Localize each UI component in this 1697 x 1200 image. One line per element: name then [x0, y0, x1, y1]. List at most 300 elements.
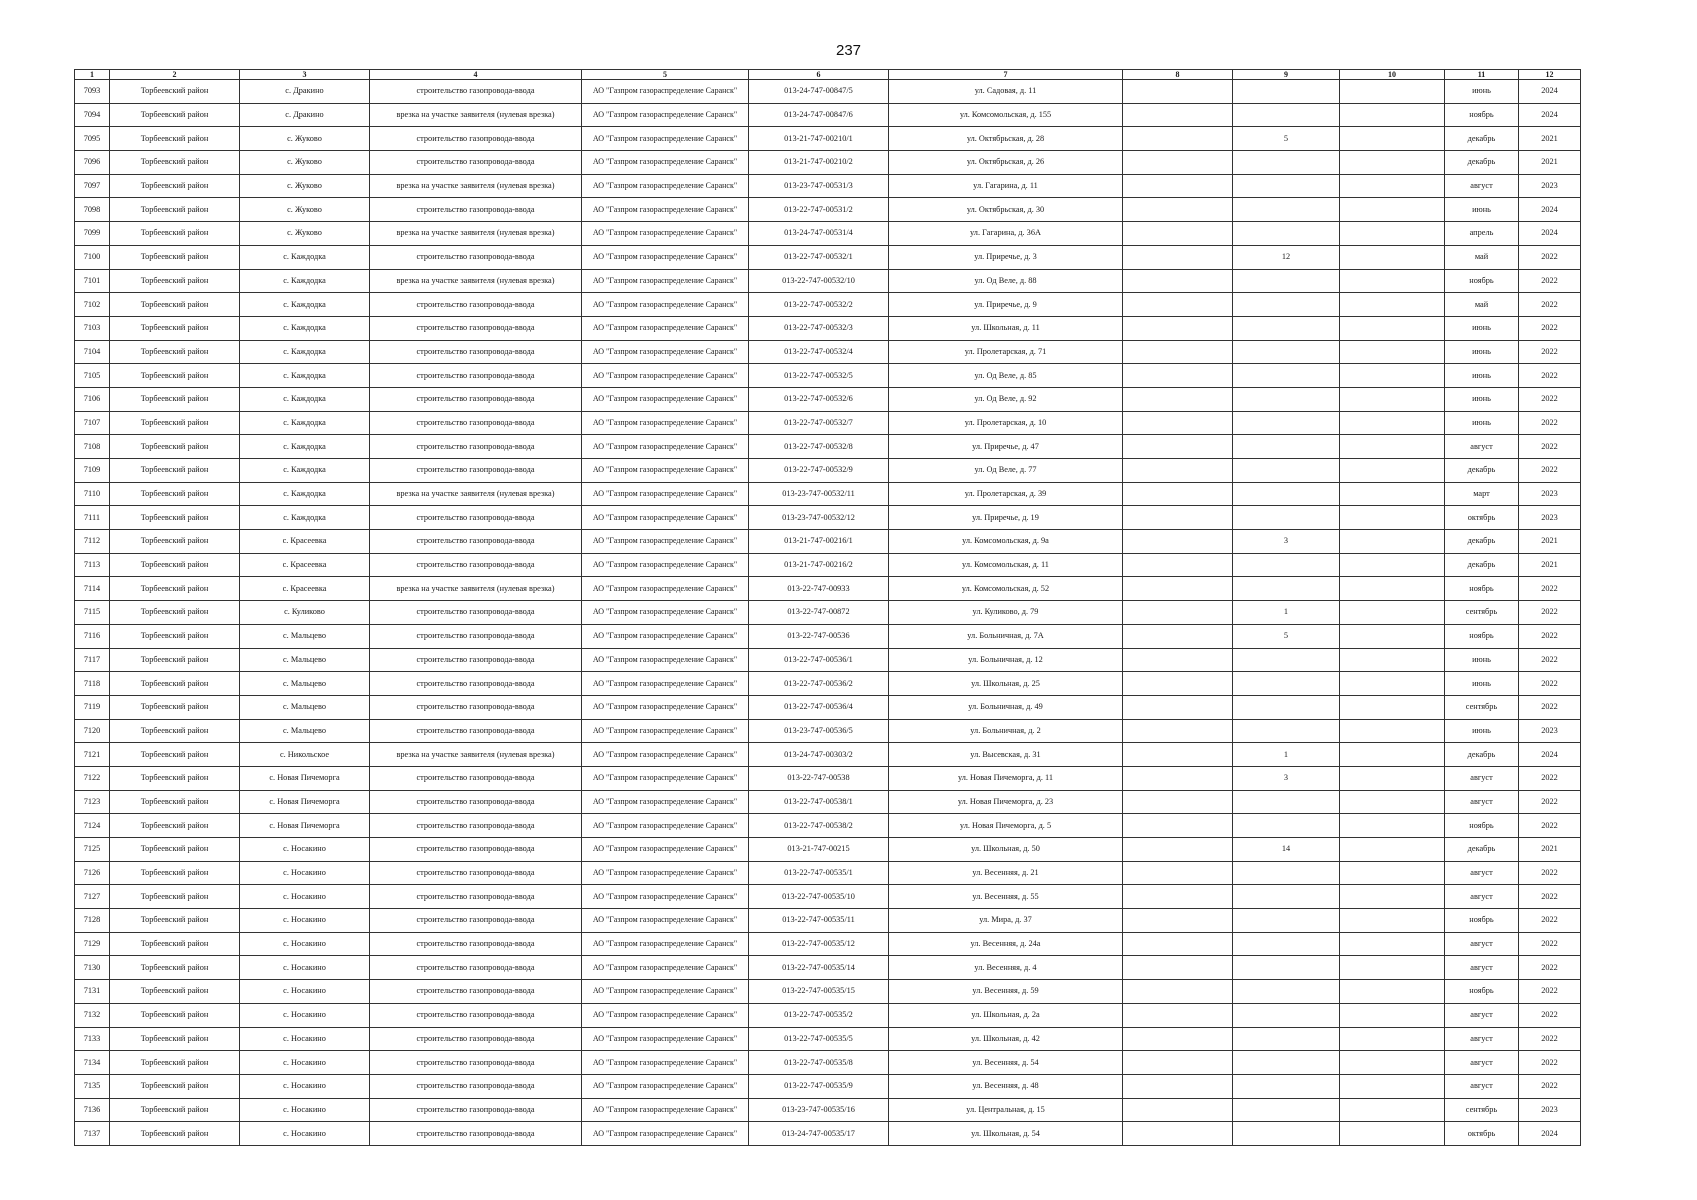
length-cell: 3 — [1233, 766, 1340, 790]
organization-cell: АО "Газпром газораспределение Саранск" — [582, 269, 749, 293]
district-cell: Торбеевский район — [110, 861, 240, 885]
table-row — [75, 790, 1581, 814]
district-cell: Торбеевский район — [110, 1074, 240, 1098]
table-row — [75, 127, 1581, 151]
cell-col-10-cell — [1340, 648, 1445, 672]
table-row — [75, 814, 1581, 838]
cell-col-8-cell — [1123, 861, 1233, 885]
cell-col-10-cell — [1340, 364, 1445, 388]
table-row — [75, 151, 1581, 175]
work-type-cell: строительство газопровода-ввода — [370, 624, 582, 648]
contract-number-cell: 013-23-747-00536/5 — [749, 719, 889, 743]
contract-number-cell: 013-21-747-00210/1 — [749, 127, 889, 151]
table-row — [75, 1051, 1581, 1075]
address-cell: ул. Приречье, д. 19 — [889, 506, 1123, 530]
address-cell: ул. Весенняя, д. 21 — [889, 861, 1123, 885]
month-cell: декабрь — [1445, 530, 1519, 554]
settlement-cell: с. Носакино — [240, 1122, 370, 1146]
row-number-cell: 7137 — [75, 1122, 110, 1146]
month-cell: август — [1445, 956, 1519, 980]
row-number-cell: 7094 — [75, 103, 110, 127]
year-cell: 2021 — [1519, 151, 1581, 175]
contract-number-cell: 013-22-747-00933 — [749, 577, 889, 601]
year-cell: 2022 — [1519, 672, 1581, 696]
row-number-cell: 7110 — [75, 482, 110, 506]
year-cell: 2022 — [1519, 624, 1581, 648]
cell-col-8-cell — [1123, 672, 1233, 696]
length-cell — [1233, 1003, 1340, 1027]
column-header: 4 — [370, 70, 582, 80]
contract-number-cell: 013-22-747-00532/3 — [749, 316, 889, 340]
year-cell: 2022 — [1519, 340, 1581, 364]
organization-cell: АО "Газпром газораспределение Саранск" — [582, 174, 749, 198]
row-number-cell: 7122 — [75, 766, 110, 790]
organization-cell: АО "Газпром газораспределение Саранск" — [582, 340, 749, 364]
address-cell: ул. Весенняя, д. 24а — [889, 932, 1123, 956]
district-cell: Торбеевский район — [110, 553, 240, 577]
settlement-cell: с. Каждодка — [240, 245, 370, 269]
year-cell: 2022 — [1519, 1027, 1581, 1051]
address-cell: ул. Новая Пичеморга, д. 11 — [889, 766, 1123, 790]
month-cell: август — [1445, 1027, 1519, 1051]
row-number-cell: 7124 — [75, 814, 110, 838]
district-cell: Торбеевский район — [110, 411, 240, 435]
contract-number-cell: 013-22-747-00535/11 — [749, 909, 889, 933]
district-cell: Торбеевский район — [110, 316, 240, 340]
cell-col-8-cell — [1123, 980, 1233, 1004]
contract-number-cell: 013-21-747-00215 — [749, 838, 889, 862]
year-cell: 2022 — [1519, 932, 1581, 956]
address-cell: ул. Октябрьская, д. 26 — [889, 151, 1123, 175]
work-type-cell: строительство газопровода-ввода — [370, 766, 582, 790]
table-row — [75, 932, 1581, 956]
settlement-cell: с. Каждодка — [240, 506, 370, 530]
table-row — [75, 743, 1581, 767]
settlement-cell: с. Мальцево — [240, 695, 370, 719]
cell-col-10-cell — [1340, 814, 1445, 838]
cell-col-10-cell — [1340, 506, 1445, 530]
row-number-cell: 7107 — [75, 411, 110, 435]
table-row — [75, 861, 1581, 885]
address-cell: ул. Школьная, д. 54 — [889, 1122, 1123, 1146]
organization-cell: АО "Газпром газораспределение Саранск" — [582, 861, 749, 885]
contract-number-cell: 013-22-747-00538/1 — [749, 790, 889, 814]
work-type-cell: строительство газопровода-ввода — [370, 387, 582, 411]
cell-col-8-cell — [1123, 790, 1233, 814]
work-type-cell: строительство газопровода-ввода — [370, 411, 582, 435]
length-cell — [1233, 387, 1340, 411]
organization-cell: АО "Газпром газораспределение Саранск" — [582, 932, 749, 956]
year-cell: 2021 — [1519, 838, 1581, 862]
month-cell: ноябрь — [1445, 909, 1519, 933]
year-cell: 2023 — [1519, 719, 1581, 743]
year-cell: 2022 — [1519, 695, 1581, 719]
cell-col-10-cell — [1340, 293, 1445, 317]
row-number-cell: 7109 — [75, 459, 110, 483]
work-type-cell: строительство газопровода-ввода — [370, 601, 582, 625]
settlement-cell: с. Каждодка — [240, 293, 370, 317]
organization-cell: АО "Газпром газораспределение Саранск" — [582, 766, 749, 790]
settlement-cell: с. Носакино — [240, 838, 370, 862]
year-cell: 2022 — [1519, 956, 1581, 980]
table-row — [75, 601, 1581, 625]
contract-number-cell: 013-24-747-00303/2 — [749, 743, 889, 767]
work-type-cell: строительство газопровода-ввода — [370, 364, 582, 388]
contract-number-cell: 013-22-747-00535/15 — [749, 980, 889, 1004]
row-number-cell: 7116 — [75, 624, 110, 648]
contract-number-cell: 013-22-747-00535/14 — [749, 956, 889, 980]
work-type-cell: строительство газопровода-ввода — [370, 1098, 582, 1122]
length-cell: 5 — [1233, 127, 1340, 151]
month-cell: декабрь — [1445, 459, 1519, 483]
row-number-cell: 7105 — [75, 364, 110, 388]
contract-number-cell: 013-24-747-00847/6 — [749, 103, 889, 127]
month-cell: ноябрь — [1445, 814, 1519, 838]
work-type-cell: строительство газопровода-ввода — [370, 909, 582, 933]
row-number-cell: 7114 — [75, 577, 110, 601]
column-header: 2 — [110, 70, 240, 80]
table-row — [75, 174, 1581, 198]
contract-number-cell: 013-21-747-00210/2 — [749, 151, 889, 175]
register-table — [74, 69, 1581, 1146]
year-cell: 2022 — [1519, 814, 1581, 838]
cell-col-8-cell — [1123, 1098, 1233, 1122]
settlement-cell: с. Жуково — [240, 174, 370, 198]
address-cell: ул. Од Веле, д. 92 — [889, 387, 1123, 411]
district-cell: Торбеевский район — [110, 790, 240, 814]
month-cell: август — [1445, 1074, 1519, 1098]
table-row — [75, 1027, 1581, 1051]
cell-col-8-cell — [1123, 932, 1233, 956]
year-cell: 2022 — [1519, 1074, 1581, 1098]
contract-number-cell: 013-24-747-00535/17 — [749, 1122, 889, 1146]
row-number-cell: 7133 — [75, 1027, 110, 1051]
length-cell: 1 — [1233, 601, 1340, 625]
address-cell: ул. Садовая, д. 11 — [889, 80, 1123, 104]
row-number-cell: 7101 — [75, 269, 110, 293]
cell-col-10-cell — [1340, 1074, 1445, 1098]
cell-col-8-cell — [1123, 601, 1233, 625]
row-number-cell: 7121 — [75, 743, 110, 767]
district-cell: Торбеевский район — [110, 885, 240, 909]
row-number-cell: 7099 — [75, 222, 110, 246]
table-row — [75, 506, 1581, 530]
cell-col-8-cell — [1123, 1122, 1233, 1146]
table-row — [75, 316, 1581, 340]
contract-number-cell: 013-22-747-00535/9 — [749, 1074, 889, 1098]
organization-cell: АО "Газпром газораспределение Саранск" — [582, 1098, 749, 1122]
table-row — [75, 956, 1581, 980]
length-cell — [1233, 103, 1340, 127]
organization-cell: АО "Газпром газораспределение Саранск" — [582, 435, 749, 459]
table-row — [75, 838, 1581, 862]
work-type-cell: строительство газопровода-ввода — [370, 530, 582, 554]
column-number-row — [75, 70, 1581, 80]
work-type-cell: врезка на участке заявителя (нулевая врезка) — [370, 482, 582, 506]
work-type-cell: строительство газопровода-ввода — [370, 459, 582, 483]
district-cell: Торбеевский район — [110, 103, 240, 127]
length-cell — [1233, 293, 1340, 317]
month-cell: декабрь — [1445, 838, 1519, 862]
cell-col-8-cell — [1123, 885, 1233, 909]
work-type-cell: строительство газопровода-ввода — [370, 245, 582, 269]
organization-cell: АО "Газпром газораспределение Саранск" — [582, 245, 749, 269]
row-number-cell: 7120 — [75, 719, 110, 743]
table-row — [75, 885, 1581, 909]
address-cell: ул. Школьная, д. 11 — [889, 316, 1123, 340]
row-number-cell: 7113 — [75, 553, 110, 577]
district-cell: Торбеевский район — [110, 838, 240, 862]
settlement-cell: с. Носакино — [240, 932, 370, 956]
table-row — [75, 340, 1581, 364]
cell-col-10-cell — [1340, 719, 1445, 743]
length-cell — [1233, 198, 1340, 222]
address-cell: ул. Октябрьская, д. 28 — [889, 127, 1123, 151]
organization-cell: АО "Газпром газораспределение Саранск" — [582, 506, 749, 530]
organization-cell: АО "Газпром газораспределение Саранск" — [582, 151, 749, 175]
organization-cell: АО "Газпром газораспределение Саранск" — [582, 980, 749, 1004]
organization-cell: АО "Газпром газораспределение Саранск" — [582, 601, 749, 625]
length-cell: 1 — [1233, 743, 1340, 767]
cell-col-10-cell — [1340, 459, 1445, 483]
settlement-cell: с. Носакино — [240, 1003, 370, 1027]
organization-cell: АО "Газпром газораспределение Саранск" — [582, 790, 749, 814]
year-cell: 2023 — [1519, 506, 1581, 530]
settlement-cell: с. Носакино — [240, 861, 370, 885]
organization-cell: АО "Газпром газораспределение Саранск" — [582, 530, 749, 554]
cell-col-10-cell — [1340, 1098, 1445, 1122]
cell-col-10-cell — [1340, 932, 1445, 956]
month-cell: май — [1445, 245, 1519, 269]
organization-cell: АО "Газпром газораспределение Саранск" — [582, 743, 749, 767]
length-cell — [1233, 151, 1340, 175]
table-row — [75, 269, 1581, 293]
month-cell: август — [1445, 1003, 1519, 1027]
organization-cell: АО "Газпром газораспределение Саранск" — [582, 577, 749, 601]
table-row — [75, 245, 1581, 269]
address-cell: ул. Комсомольская, д. 52 — [889, 577, 1123, 601]
work-type-cell: врезка на участке заявителя (нулевая врезка) — [370, 103, 582, 127]
row-number-cell: 7119 — [75, 695, 110, 719]
district-cell: Торбеевский район — [110, 435, 240, 459]
cell-col-8-cell — [1123, 766, 1233, 790]
cell-col-8-cell — [1123, 435, 1233, 459]
contract-number-cell: 013-22-747-00536/4 — [749, 695, 889, 719]
month-cell: июнь — [1445, 198, 1519, 222]
work-type-cell: строительство газопровода-ввода — [370, 340, 582, 364]
contract-number-cell: 013-22-747-00532/9 — [749, 459, 889, 483]
organization-cell: АО "Газпром газораспределение Саранск" — [582, 222, 749, 246]
table-row — [75, 980, 1581, 1004]
cell-col-10-cell — [1340, 909, 1445, 933]
length-cell — [1233, 932, 1340, 956]
settlement-cell: с. Каждодка — [240, 316, 370, 340]
length-cell — [1233, 814, 1340, 838]
cell-col-8-cell — [1123, 695, 1233, 719]
work-type-cell: врезка на участке заявителя (нулевая врезка) — [370, 269, 582, 293]
contract-number-cell: 013-22-747-00532/6 — [749, 387, 889, 411]
year-cell: 2022 — [1519, 909, 1581, 933]
year-cell: 2022 — [1519, 885, 1581, 909]
district-cell: Торбеевский район — [110, 577, 240, 601]
length-cell — [1233, 411, 1340, 435]
cell-col-8-cell — [1123, 245, 1233, 269]
district-cell: Торбеевский район — [110, 293, 240, 317]
contract-number-cell: 013-22-747-00531/2 — [749, 198, 889, 222]
address-cell: ул. Октябрьская, д. 30 — [889, 198, 1123, 222]
work-type-cell: строительство газопровода-ввода — [370, 1122, 582, 1146]
row-number-cell: 7096 — [75, 151, 110, 175]
row-number-cell: 7132 — [75, 1003, 110, 1027]
cell-col-10-cell — [1340, 577, 1445, 601]
table-row — [75, 1122, 1581, 1146]
contract-number-cell: 013-22-747-00872 — [749, 601, 889, 625]
organization-cell: АО "Газпром газораспределение Саранск" — [582, 364, 749, 388]
month-cell: сентябрь — [1445, 1098, 1519, 1122]
organization-cell: АО "Газпром газораспределение Саранск" — [582, 127, 749, 151]
length-cell — [1233, 459, 1340, 483]
row-number-cell: 7106 — [75, 387, 110, 411]
month-cell: август — [1445, 790, 1519, 814]
work-type-cell: строительство газопровода-ввода — [370, 1074, 582, 1098]
contract-number-cell: 013-22-747-00538/2 — [749, 814, 889, 838]
address-cell: ул. Центральная, д. 15 — [889, 1098, 1123, 1122]
cell-col-10-cell — [1340, 553, 1445, 577]
organization-cell: АО "Газпром газораспределение Саранск" — [582, 624, 749, 648]
address-cell: ул. Приречье, д. 9 — [889, 293, 1123, 317]
district-cell: Торбеевский район — [110, 174, 240, 198]
contract-number-cell: 013-22-747-00532/1 — [749, 245, 889, 269]
row-number-cell: 7112 — [75, 530, 110, 554]
table-row — [75, 766, 1581, 790]
district-cell: Торбеевский район — [110, 932, 240, 956]
organization-cell: АО "Газпром газораспределение Саранск" — [582, 411, 749, 435]
year-cell: 2022 — [1519, 269, 1581, 293]
district-cell: Торбеевский район — [110, 648, 240, 672]
month-cell: май — [1445, 293, 1519, 317]
row-number-cell: 7100 — [75, 245, 110, 269]
month-cell: сентябрь — [1445, 695, 1519, 719]
work-type-cell: строительство газопровода-ввода — [370, 293, 582, 317]
cell-col-10-cell — [1340, 530, 1445, 554]
organization-cell: АО "Газпром газораспределение Саранск" — [582, 482, 749, 506]
cell-col-10-cell — [1340, 838, 1445, 862]
district-cell: Торбеевский район — [110, 459, 240, 483]
row-number-cell: 7093 — [75, 80, 110, 104]
year-cell: 2024 — [1519, 743, 1581, 767]
organization-cell: АО "Газпром газораспределение Саранск" — [582, 814, 749, 838]
cell-col-8-cell — [1123, 222, 1233, 246]
length-cell — [1233, 909, 1340, 933]
row-number-cell: 7134 — [75, 1051, 110, 1075]
address-cell: ул. Мира, д. 37 — [889, 909, 1123, 933]
row-number-cell: 7118 — [75, 672, 110, 696]
month-cell: август — [1445, 885, 1519, 909]
year-cell: 2022 — [1519, 316, 1581, 340]
settlement-cell: с. Мальцево — [240, 624, 370, 648]
organization-cell: АО "Газпром газораспределение Саранск" — [582, 316, 749, 340]
settlement-cell: с. Носакино — [240, 956, 370, 980]
cell-col-10-cell — [1340, 174, 1445, 198]
column-header: 7 — [889, 70, 1123, 80]
cell-col-8-cell — [1123, 151, 1233, 175]
address-cell: ул. Куликово, д. 79 — [889, 601, 1123, 625]
work-type-cell: строительство газопровода-ввода — [370, 553, 582, 577]
row-number-cell: 7098 — [75, 198, 110, 222]
column-header: 8 — [1123, 70, 1233, 80]
contract-number-cell: 013-21-747-00216/1 — [749, 530, 889, 554]
contract-number-cell: 013-22-747-00532/2 — [749, 293, 889, 317]
cell-col-10-cell — [1340, 695, 1445, 719]
table-row — [75, 435, 1581, 459]
organization-cell: АО "Газпром газораспределение Саранск" — [582, 1027, 749, 1051]
length-cell — [1233, 672, 1340, 696]
contract-number-cell: 013-22-747-00535/12 — [749, 932, 889, 956]
year-cell: 2021 — [1519, 553, 1581, 577]
address-cell: ул. Больничная, д. 2 — [889, 719, 1123, 743]
cell-col-8-cell — [1123, 1027, 1233, 1051]
work-type-cell: строительство газопровода-ввода — [370, 1027, 582, 1051]
organization-cell: АО "Газпром газораспределение Саранск" — [582, 198, 749, 222]
address-cell: ул. Пролетарская, д. 71 — [889, 340, 1123, 364]
settlement-cell: с. Каждодка — [240, 387, 370, 411]
cell-col-10-cell — [1340, 1027, 1445, 1051]
row-number-cell: 7095 — [75, 127, 110, 151]
row-number-cell: 7131 — [75, 980, 110, 1004]
contract-number-cell: 013-22-747-00535/5 — [749, 1027, 889, 1051]
address-cell: ул. Комсомольская, д. 11 — [889, 553, 1123, 577]
length-cell — [1233, 80, 1340, 104]
organization-cell: АО "Газпром газораспределение Саранск" — [582, 956, 749, 980]
length-cell — [1233, 174, 1340, 198]
year-cell: 2022 — [1519, 577, 1581, 601]
address-cell: ул. Приречье, д. 47 — [889, 435, 1123, 459]
cell-col-8-cell — [1123, 364, 1233, 388]
cell-col-10-cell — [1340, 411, 1445, 435]
district-cell: Торбеевский район — [110, 766, 240, 790]
length-cell — [1233, 956, 1340, 980]
year-cell: 2022 — [1519, 364, 1581, 388]
table-row — [75, 80, 1581, 104]
column-header: 12 — [1519, 70, 1581, 80]
row-number-cell: 7125 — [75, 838, 110, 862]
work-type-cell: строительство газопровода-ввода — [370, 198, 582, 222]
organization-cell: АО "Газпром газораспределение Саранск" — [582, 293, 749, 317]
column-header: 6 — [749, 70, 889, 80]
table-row — [75, 719, 1581, 743]
cell-col-8-cell — [1123, 530, 1233, 554]
contract-number-cell: 013-22-747-00532/8 — [749, 435, 889, 459]
month-cell: октябрь — [1445, 506, 1519, 530]
month-cell: август — [1445, 932, 1519, 956]
organization-cell: АО "Газпром газораспределение Саранск" — [582, 103, 749, 127]
cell-col-10-cell — [1340, 601, 1445, 625]
district-cell: Торбеевский район — [110, 151, 240, 175]
month-cell: апрель — [1445, 222, 1519, 246]
address-cell: ул. Школьная, д. 42 — [889, 1027, 1123, 1051]
month-cell: август — [1445, 861, 1519, 885]
year-cell: 2022 — [1519, 648, 1581, 672]
address-cell: ул. Школьная, д. 25 — [889, 672, 1123, 696]
year-cell: 2022 — [1519, 766, 1581, 790]
organization-cell: АО "Газпром газораспределение Саранск" — [582, 719, 749, 743]
month-cell: июнь — [1445, 316, 1519, 340]
month-cell: март — [1445, 482, 1519, 506]
month-cell: декабрь — [1445, 743, 1519, 767]
month-cell: декабрь — [1445, 553, 1519, 577]
cell-col-10-cell — [1340, 340, 1445, 364]
work-type-cell: строительство газопровода-ввода — [370, 861, 582, 885]
